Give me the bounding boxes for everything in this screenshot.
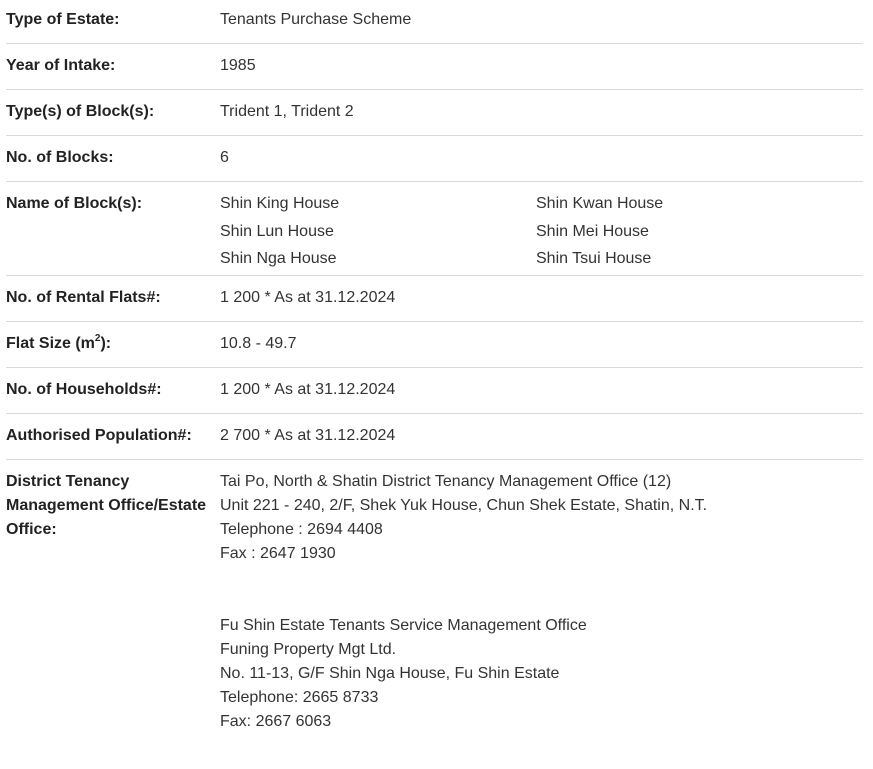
flat-size-label-suffix: ): [100,335,112,352]
office-value [220,470,863,734]
block-name: Shin Kwan House [536,195,664,212]
row-flat-size [6,322,863,368]
office-line: Fax: 2667 6063 [220,713,332,730]
row-households [6,368,863,414]
block-names-grid [220,192,863,275]
row-population [6,414,863,460]
office-line: Unit 221 - 240, 2/F, Shek Yuk House, Chun Shek Estate, Shatin, N.T. [220,497,708,514]
households-label: No. of Households#: [6,381,162,398]
block-name: Shin Nga House [220,250,337,268]
name-of-blocks-label: Name of Block(s): [6,195,143,212]
estate-office [220,614,863,734]
row-type-of-estate [6,0,863,44]
office-line: Tai Po, North & Shatin District Tenancy Management Office (12) [220,473,672,490]
office-line: Telephone : 2694 4408 [220,521,383,538]
district-tenancy-office [220,470,863,566]
types-of-blocks-value: Trident 1, Trident 2 [220,103,354,120]
flat-size-label [6,332,220,367]
population-value: 2 700 * As at 31.12.2024 [220,427,396,444]
rental-flats-value: 1 200 * As at 31.12.2024 [220,289,396,306]
row-name-of-blocks [6,182,863,276]
office-line: Telephone: 2665 8733 [220,689,379,706]
flat-size-value: 10.8 - 49.7 [220,335,297,352]
flat-size-label-prefix: Flat Size (m [6,335,95,352]
block-name: Shin Lun House [220,222,334,240]
row-no-of-blocks [6,136,863,182]
row-types-of-blocks [6,90,863,136]
type-of-estate-value: Tenants Purchase Scheme [220,11,412,28]
flat-size-label-sup: 2 [94,332,101,344]
office-line: Fax : 2647 1930 [220,545,336,562]
office-line: Funing Property Mgt Ltd. [220,641,397,658]
type-of-estate-label: Type of Estate: [6,11,120,28]
block-name: Shin Mei House [536,222,649,240]
year-of-intake-label: Year of Intake: [6,57,116,74]
block-name: Shin Tsui House [536,250,652,268]
office-line: Fu Shin Estate Tenants Service Management Office [220,617,587,634]
year-of-intake-value: 1985 [220,57,256,74]
block-name: Shin King House [220,195,340,212]
row-office [6,460,863,734]
no-of-blocks-value: 6 [220,149,229,166]
row-rental-flats [6,276,863,322]
population-label: Authorised Population#: [6,427,192,444]
no-of-blocks-label: No. of Blocks: [6,149,114,166]
rental-flats-label: No. of Rental Flats#: [6,289,161,306]
office-label: District Tenancy Management Office/Estate Office: [6,473,207,538]
row-year-of-intake [6,44,863,90]
office-line: No. 11-13, G/F Shin Nga House, Fu Shin Estate [220,665,560,682]
types-of-blocks-label: Type(s) of Block(s): [6,103,155,120]
households-value: 1 200 * As at 31.12.2024 [220,381,396,398]
estate-info-table [6,0,863,734]
